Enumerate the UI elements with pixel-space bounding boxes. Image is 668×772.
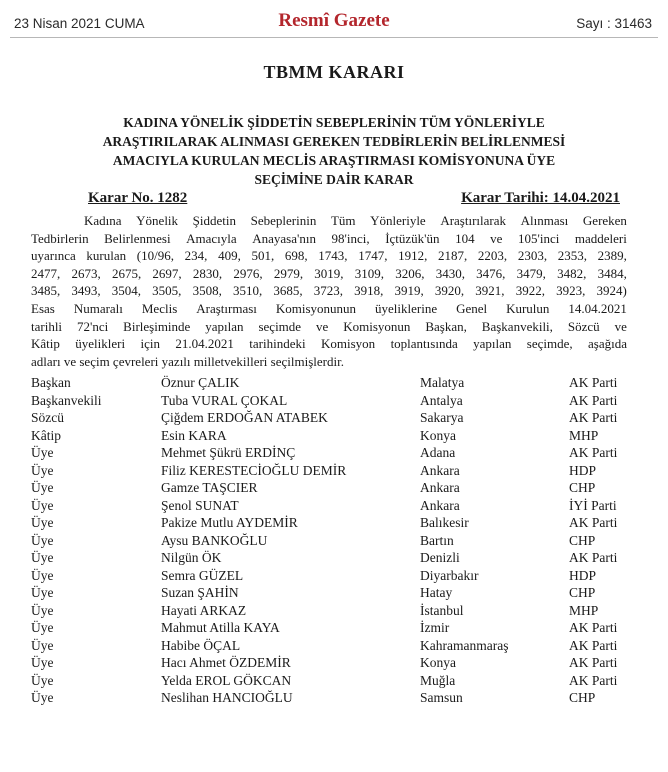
body-word: 3504, bbox=[111, 283, 142, 299]
body-word: 3493, bbox=[71, 283, 101, 299]
body-word: 3924) bbox=[596, 283, 627, 299]
body-line bbox=[31, 300, 627, 318]
body-line bbox=[31, 282, 627, 300]
member-name: Gamze TAŞCIER bbox=[161, 480, 258, 495]
body-word: 3918, bbox=[354, 283, 384, 299]
body-word: seçimde bbox=[258, 318, 302, 334]
body-word: 698, bbox=[284, 248, 308, 264]
body-word: yapılan bbox=[473, 336, 512, 352]
body-word: Amacıyla bbox=[186, 230, 237, 246]
member-party: AK Parti bbox=[569, 550, 618, 565]
member-row bbox=[31, 603, 631, 621]
body-word: üyelikleri bbox=[75, 336, 126, 352]
member-row bbox=[31, 445, 631, 463]
member-party: AK Parti bbox=[569, 445, 618, 460]
member-party: AK Parti bbox=[569, 655, 618, 670]
body-word: Sebeplerinin bbox=[250, 213, 317, 228]
body-word: 2830, bbox=[192, 265, 223, 281]
body-line bbox=[31, 247, 627, 265]
decision-date: Karar Tarihi: 14.04.2021 bbox=[461, 190, 620, 206]
decision-number: Karar No. 1282 bbox=[88, 190, 188, 206]
member-province: İzmir bbox=[420, 620, 450, 635]
body-word: 3485, bbox=[31, 283, 61, 299]
member-role: Üye bbox=[31, 637, 54, 653]
body-word: 3685, bbox=[273, 283, 303, 299]
member-name: Nilgün ÖK bbox=[161, 550, 222, 565]
member-party: CHP bbox=[569, 480, 596, 495]
body-word: 3921, bbox=[475, 283, 505, 299]
member-province: Denizli bbox=[420, 550, 460, 565]
member-name: Hayati ARKAZ bbox=[161, 602, 247, 618]
member-name: Habibe ÖÇAL bbox=[161, 637, 241, 653]
body-line bbox=[31, 318, 627, 336]
member-province: Kahramanmaraş bbox=[420, 637, 509, 653]
member-province: Ankara bbox=[420, 497, 460, 513]
body-word: 3919, bbox=[394, 283, 424, 299]
member-name: Semra GÜZEL bbox=[161, 567, 244, 583]
body-word: 3479, bbox=[516, 265, 546, 281]
member-row bbox=[31, 533, 631, 551]
decision-body bbox=[31, 212, 627, 370]
body-word: toplantısında bbox=[390, 336, 458, 352]
body-word: 234, bbox=[184, 248, 208, 264]
member-row bbox=[31, 673, 631, 691]
member-name: Esin KARA bbox=[161, 427, 227, 443]
member-province: Konya bbox=[420, 655, 456, 670]
member-role: Üye bbox=[31, 602, 54, 618]
body-line bbox=[31, 230, 627, 248]
body-word: 2979, bbox=[273, 265, 304, 281]
member-party: AK Parti bbox=[569, 392, 618, 408]
document-heading: TBMM KARARI bbox=[263, 62, 405, 82]
member-party: AK Parti bbox=[569, 375, 618, 390]
member-role: Üye bbox=[31, 585, 54, 600]
body-word: Kurulun bbox=[506, 300, 550, 316]
body-word: Başkan, bbox=[425, 318, 467, 334]
body-line bbox=[31, 353, 627, 371]
member-role: Üye bbox=[31, 620, 54, 635]
member-party: AK Parti bbox=[569, 672, 618, 688]
body-word: 3923, bbox=[556, 283, 586, 299]
body-word: 2673, bbox=[71, 265, 101, 281]
body-word: Numaralı bbox=[73, 300, 123, 316]
body-word: Tüm bbox=[330, 213, 356, 228]
body-word: ve bbox=[316, 318, 329, 334]
member-province: Ankara bbox=[420, 462, 460, 478]
body-word: İçtüzük'ün bbox=[385, 230, 440, 246]
member-name: Şenol SUNAT bbox=[161, 497, 239, 513]
body-word: maddeleri bbox=[574, 230, 627, 246]
body-word: Kâtip bbox=[31, 336, 60, 352]
body-word: 2477, bbox=[31, 265, 61, 281]
member-row bbox=[31, 620, 631, 638]
member-row bbox=[31, 393, 631, 411]
body-word: 3508, bbox=[192, 283, 222, 299]
body-word: Başkanvekili, bbox=[481, 318, 553, 334]
member-row bbox=[31, 428, 631, 446]
member-name: Çiğdem ERDOĞAN ATABEK bbox=[161, 410, 328, 425]
member-name: Aysu BANKOĞLU bbox=[161, 532, 268, 548]
subject-line: ARAŞTIRILARAK ALINMASI GEREKEN TEDBİRLERİN BELİRLENMESİ bbox=[102, 134, 566, 149]
body-word: Tedbirlerin bbox=[31, 230, 89, 246]
member-province: Balıkesir bbox=[420, 515, 469, 530]
body-word: 3109, bbox=[354, 265, 384, 281]
subject-line: KADINA YÖNELİK ŞİDDETİN SEBEPLERİNİN TÜM YÖNLERİYLE bbox=[123, 115, 545, 130]
publication-date: 23 Nisan 2021 CUMA bbox=[14, 16, 145, 31]
member-row bbox=[31, 550, 631, 568]
body-word: 2187, bbox=[438, 248, 468, 264]
body-word: Genel bbox=[456, 300, 488, 316]
body-word: 2353, bbox=[557, 248, 587, 264]
member-role: Üye bbox=[31, 480, 54, 495]
body-word: Meclis bbox=[141, 300, 178, 316]
body-word: 3920, bbox=[434, 283, 465, 299]
member-name: Tuba VURAL ÇOKAL bbox=[161, 392, 288, 408]
body-word: üyeliklerine bbox=[375, 300, 438, 316]
decision-subject bbox=[60, 113, 608, 189]
body-word: yapılan bbox=[205, 318, 244, 334]
member-role: Kâtip bbox=[31, 427, 61, 443]
member-name: Öznur ÇALIK bbox=[161, 375, 240, 390]
member-row bbox=[31, 498, 631, 516]
body-word: tarihli bbox=[31, 318, 63, 334]
gazette-title: Resmî Gazete bbox=[278, 10, 390, 31]
body-word: uyarınca bbox=[31, 248, 76, 264]
member-list bbox=[31, 375, 631, 708]
body-word: için bbox=[140, 336, 160, 352]
member-party: CHP bbox=[569, 585, 596, 600]
member-name: Filiz KERESTECİOĞLU DEMİR bbox=[161, 462, 347, 478]
header-divider bbox=[10, 37, 658, 38]
member-row bbox=[31, 585, 631, 603]
member-role: Üye bbox=[31, 567, 54, 583]
body-word: 501, bbox=[251, 248, 275, 264]
member-row bbox=[31, 375, 631, 393]
body-word: Komisyonunun bbox=[275, 300, 357, 316]
body-word: Komisyon bbox=[321, 336, 376, 352]
member-role: Üye bbox=[31, 672, 54, 688]
body-word: 2389, bbox=[597, 248, 627, 264]
member-role: Üye bbox=[31, 462, 54, 478]
body-line bbox=[31, 212, 627, 230]
body-word: Esas bbox=[31, 300, 55, 316]
member-row bbox=[31, 568, 631, 586]
body-word: 3510, bbox=[232, 283, 263, 299]
member-row bbox=[31, 463, 631, 481]
member-province: Samsun bbox=[420, 690, 463, 705]
body-word: 2675, bbox=[111, 265, 142, 281]
member-role: Üye bbox=[31, 445, 54, 460]
body-word: kurulan bbox=[86, 248, 127, 264]
member-party: HDP bbox=[569, 462, 597, 478]
body-word: 409, bbox=[218, 248, 241, 264]
body-word: 1743, bbox=[318, 248, 348, 264]
body-word: Araştırması bbox=[196, 300, 257, 316]
member-party: AK Parti bbox=[569, 620, 618, 635]
member-role: Başkanvekili bbox=[31, 392, 102, 408]
body-word: 104 bbox=[455, 230, 475, 246]
body-word: aşağıda bbox=[588, 336, 627, 352]
member-name: Pakize Mutlu AYDEMİR bbox=[161, 515, 298, 530]
body-word: Birleşiminde bbox=[123, 318, 191, 334]
member-row bbox=[31, 480, 631, 498]
member-name: Mehmet Şükrü ERDİNÇ bbox=[161, 445, 296, 460]
body-word: 2203, bbox=[477, 248, 508, 264]
body-word: Komisyonun bbox=[343, 318, 411, 334]
body-word: 3430, bbox=[435, 265, 465, 281]
body-word: ve bbox=[490, 230, 503, 246]
member-party: HDP bbox=[569, 567, 597, 583]
body-word: 2976, bbox=[233, 265, 263, 281]
body-word: Araştırılarak bbox=[440, 213, 507, 228]
member-party: AK Parti bbox=[569, 637, 618, 653]
member-name: Suzan ŞAHİN bbox=[161, 585, 239, 600]
member-role: Üye bbox=[31, 655, 54, 670]
body-word: 3922, bbox=[515, 283, 545, 299]
member-province: Ankara bbox=[420, 480, 460, 495]
body-line bbox=[31, 265, 627, 283]
body-word: (10/96, bbox=[136, 248, 174, 264]
issue-number: Sayı : 31463 bbox=[576, 16, 652, 31]
member-role: Sözcü bbox=[31, 410, 64, 425]
member-row bbox=[31, 655, 631, 673]
body-word: Alınması bbox=[520, 213, 569, 228]
subject-line: SEÇİMİNE DAİR KARAR bbox=[254, 172, 414, 187]
member-name: Mahmut Atilla KAYA bbox=[161, 620, 280, 635]
member-name: Hacı Ahmet ÖZDEMİR bbox=[161, 655, 291, 670]
member-role: Üye bbox=[31, 497, 54, 513]
member-party: İYİ Parti bbox=[569, 497, 617, 513]
body-word: 1912, bbox=[398, 248, 428, 264]
member-party: CHP bbox=[569, 690, 596, 705]
member-province: İstanbul bbox=[420, 602, 464, 618]
member-province: Bartın bbox=[420, 532, 454, 548]
member-province: Adana bbox=[420, 445, 456, 460]
member-row bbox=[31, 410, 631, 428]
member-row bbox=[31, 638, 631, 656]
member-province: Antalya bbox=[420, 392, 463, 408]
body-word: seçimde, bbox=[526, 336, 573, 352]
member-role: Üye bbox=[31, 532, 54, 548]
member-row bbox=[31, 515, 631, 533]
body-word: Şiddetin bbox=[192, 213, 236, 228]
body-word: 3505, bbox=[152, 283, 182, 299]
member-row bbox=[31, 690, 631, 708]
body-word: tarihindeki bbox=[249, 336, 306, 352]
member-party: AK Parti bbox=[569, 410, 618, 425]
member-province: Sakarya bbox=[420, 410, 464, 425]
member-party: MHP bbox=[569, 427, 599, 443]
member-province: Hatay bbox=[420, 585, 453, 600]
body-word: 98'inci, bbox=[331, 230, 370, 246]
member-role: Üye bbox=[31, 690, 54, 705]
body-word: Kadına bbox=[84, 213, 122, 228]
body-word: Gereken bbox=[582, 213, 627, 228]
body-word: 1747, bbox=[358, 248, 388, 264]
member-role: Üye bbox=[31, 550, 54, 565]
body-word: Belirlenmesi bbox=[104, 230, 171, 246]
body-word: Anayasa'nın bbox=[252, 230, 316, 246]
member-party: AK Parti bbox=[569, 515, 618, 530]
body-line bbox=[31, 335, 627, 353]
body-word: Sözcü bbox=[567, 318, 600, 334]
body-word: 3723, bbox=[313, 283, 343, 299]
member-party: CHP bbox=[569, 532, 596, 548]
member-province: Malatya bbox=[420, 375, 465, 390]
member-province: Konya bbox=[420, 427, 456, 443]
body-word: 105'inci bbox=[517, 230, 560, 246]
body-word: Yönelik bbox=[136, 213, 179, 228]
member-name: Yelda EROL GÖKCAN bbox=[161, 672, 292, 688]
body-word: Yönleriyle bbox=[370, 213, 426, 228]
member-province: Muğla bbox=[420, 672, 456, 688]
body-word: ve bbox=[614, 318, 627, 334]
member-role: Başkan bbox=[31, 375, 71, 390]
member-province: Diyarbakır bbox=[420, 567, 479, 583]
body-word: 3019, bbox=[314, 265, 344, 281]
body-word: 3484, bbox=[597, 265, 627, 281]
body-word: 3206, bbox=[395, 265, 425, 281]
body-word: 3482, bbox=[557, 265, 587, 281]
body-word: 14.04.2021 bbox=[568, 300, 627, 316]
body-word: adları ve seçim çevreleri yazılı milletvekilleri seçilmişlerdir. bbox=[31, 353, 344, 369]
body-word: 2303, bbox=[517, 248, 548, 264]
member-party: MHP bbox=[569, 602, 599, 618]
subject-line: AMACIYLA KURULAN MECLİS ARAŞTIRMASI KOMİSYONUNA ÜYE bbox=[112, 153, 556, 168]
member-name: Neslihan HANCIOĞLU bbox=[161, 690, 293, 705]
body-word: 3476, bbox=[476, 265, 506, 281]
body-word: 2697, bbox=[152, 265, 182, 281]
body-word: 72'nci bbox=[76, 318, 109, 334]
body-word: 21.04.2021 bbox=[175, 336, 234, 352]
member-role: Üye bbox=[31, 515, 54, 530]
